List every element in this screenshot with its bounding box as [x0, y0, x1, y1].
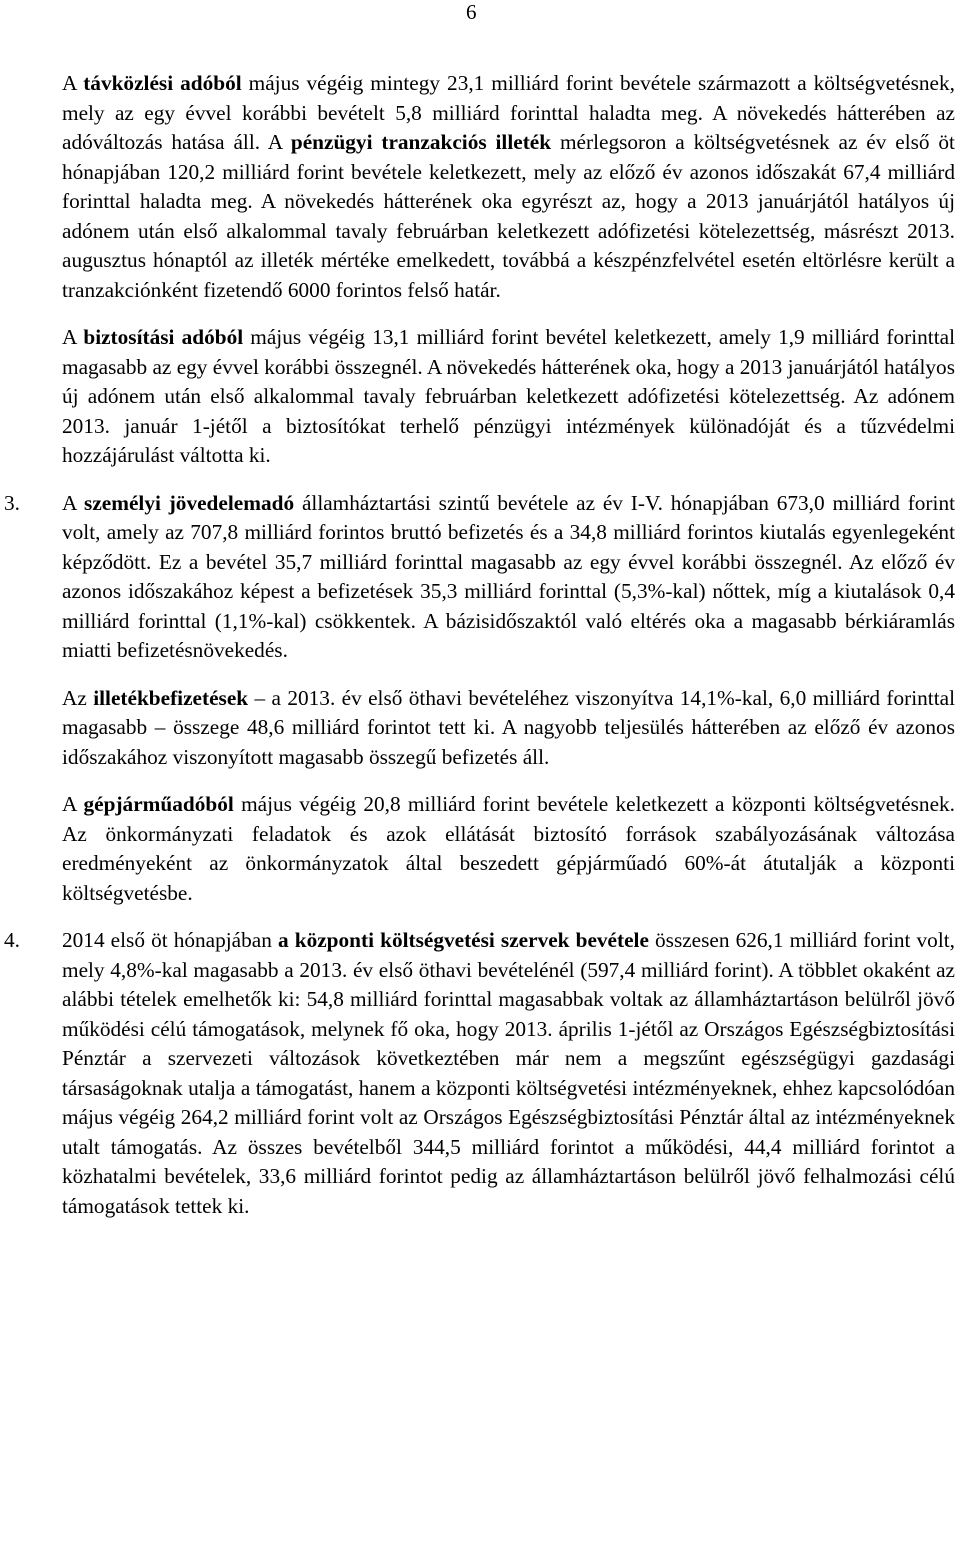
text-run: – a 2013. év első öthavi bevételéhez viszonyítva 14,1%-kal, 6,0 milliárd forinttal magasabb – összege 48,6 milliárd forintot tett ki. A nagyobb teljesülés hátterében az előző év azonos időszakához viszonyított magasabb összegű befizetés áll.	[62, 685, 955, 769]
text-run: május végéig mintegy 23,1 milliárd forint bevétele származott a költségvetésnek, mely az egy évvel korábbi bevételt 5,8 milliárd forinttal haladta meg. A növekedés hátterében az adóváltozás hatása áll. A	[62, 71, 955, 154]
document-body	[4, 69, 956, 1221]
text-run: mérlegsoron a költségvetésnek az év első öt hónapjában 120,2 milliárd forint bevétele keletkezett, mely az előző év azonos időszakát 67,4 milliárd forinttal haladta meg. A növekedés hátterének oka egyrészt az, hogy a 2013 januárjától hatályos új adónem után első alkalommal tavaly februárban keletkezett adófizetési kötelezettség, másrészt 2013. augusztus hónaptól az illeték mértéke emelkedett, továbbá a készpénzfelvétel esetén eltörlésre került a tranzakciónként fizetendő 6000 forintos felső határ.	[62, 130, 955, 302]
bold-term: gépjárműadóból	[83, 792, 234, 816]
text-run: május végéig 13,1 milliárd forint bevétel keletkezett, amely 1,9 milliárd forinttal magasabb az egy évvel korábbi összegnél. A növekedés hátterének oka, hogy a 2013 januárjától hatályos új adónem után első alkalommal tavaly februárban keletkezett adófizetési kötelezettség. Az adónem 2013. január 1-jétől a biztosítókat terhelő pénzügyi intézmények különadóját és a tűzvédelmi hozzájárulást váltotta ki.	[62, 325, 955, 467]
text-run: A	[62, 490, 85, 515]
bold-term: a központi költségvetési szervek bevétele	[277, 928, 649, 952]
text-run: államháztartási szintű bevétele az év I-V. hónapjában 673,0 milliárd forint volt, amely az 707,8 milliárd forintos bruttó befizetés és a 34,8 milliárd forintos kiutalás egyenlegeként képződött. Ez a bevétel 35,7 milliárd forinttal magasabb az egy évvel korábbi összegnél. Az előző év azonos időszakához képest a befizetések 35,3 milliárd forinttal (5,3%-kal) nőttek, míg a kiutalások 0,4 milliárd forinttal (1,1%-kal) csökkentek. A bázisidőszaktól való eltérés oka a magasabb bérkiáramlás miatti befizetésnövekedés.	[62, 490, 956, 662]
text-run: összesen 626,1 milliárd forint volt, mely 4,8%-kal magasabb a 2013. év első öthavi bevételénél (597,4 milliárd forint). A többlet okaként az alábbi tételek emelhetők ki: 54,8 milliárd forinttal magasabbak voltak az államháztartáson belülről jövő működési célú támogatások, melynek fő oka, hogy 2013. április 1-jétől az Országos Egészségbiztosítási Pénztár a szervezeti változások következtében már nem a megszűnt egészségügyi gazdasági társaságoknak utalja a támogatást, hanem a központi költségvetési intézményeknek, ehhez kapcsolódóan május végéig 264,2 milliárd forint volt az Országos Egészségbiztosítási Pénztár által az intézményeknek utalt támogatás. Az összes bevételből 344,5 milliárd forintot a működési, 44,4 milliárd forintot a közhatalmi bevételek, 33,6 milliárd forintot pedig az államháztartáson belülről jövő felhalmozási célú támogatások tettek ki.	[62, 928, 955, 1218]
text-run: 2014 első öt hónapjában	[62, 928, 278, 952]
text-run: A	[62, 792, 84, 816]
paragraph-duty-payments	[62, 684, 955, 773]
bold-term: távközlési adóból	[83, 71, 242, 95]
bold-term: biztosítási adóból	[83, 325, 244, 349]
bold-term: pénzügyi tranzakciós illeték	[290, 130, 552, 154]
text-run: május végéig 20,8 milliárd forint bevétele keletkezett a központi költségvetésnek. Az önkormányzati feladatok és azok ellátását biztosító források szabályozásának változása eredményeként az önkormányzatok által beszedett gépjárműadó 60%-át átutalják a központi költségvetésbe.	[62, 792, 955, 905]
page-number: 6	[466, 0, 477, 24]
paragraph-vehicle-tax	[62, 790, 955, 908]
text-run: A	[62, 325, 84, 349]
bold-term: illetékbefizetések	[93, 685, 249, 710]
paragraph-personal-income-tax	[4, 489, 956, 666]
text-run: Az	[62, 685, 94, 710]
paragraph-telecom-tax	[62, 69, 955, 305]
paragraph-insurance-tax	[62, 323, 955, 471]
paragraph-central-budget-revenue	[4, 926, 955, 1221]
paragraph-number: 3.	[4, 490, 20, 515]
bold-term: személyi jövedelemadó	[84, 490, 295, 515]
text-run: A	[62, 71, 84, 95]
paragraph-number: 4.	[4, 928, 20, 952]
